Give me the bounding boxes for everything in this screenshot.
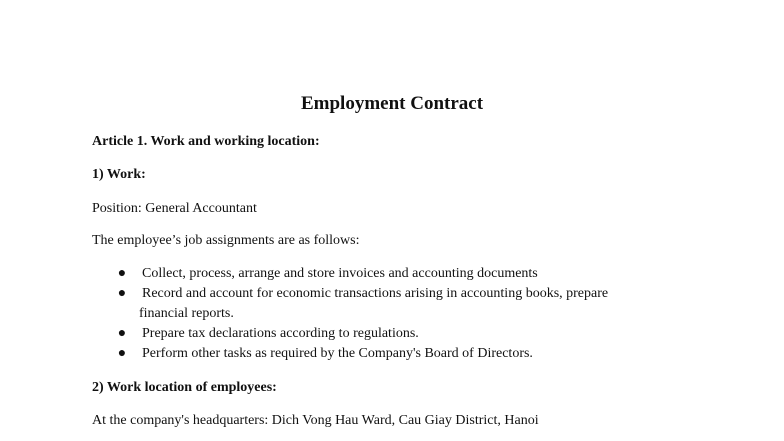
- position-line: Position: General Accountant: [92, 201, 257, 216]
- list-item: [92, 284, 692, 324]
- bullet-icon: ●: [117, 266, 127, 281]
- document-title: Employment Contract: [300, 93, 484, 114]
- bullet-icon: ●: [117, 326, 127, 341]
- assignments-intro: The employee’s job assignments are as follows:: [92, 233, 360, 248]
- article-1-heading: Article 1. Work and working location:: [92, 134, 320, 149]
- job-assignments-list: [92, 264, 692, 364]
- list-item-text: Perform other tasks as required by the Company's Board of Directors.: [142, 346, 533, 361]
- bullet-icon: ●: [117, 346, 127, 361]
- bullet-icon: ●: [117, 286, 127, 301]
- section-location-heading: 2) Work location of employees:: [92, 380, 277, 395]
- list-item-text: Collect, process, arrange and store invoices and accounting documents: [142, 266, 538, 281]
- list-item: [92, 324, 692, 344]
- list-item-continuation: financial reports.: [139, 306, 234, 321]
- list-item: [92, 264, 692, 284]
- list-item-text: Record and account for economic transactions arising in accounting books, prepare: [142, 286, 609, 301]
- list-item: [92, 344, 692, 364]
- section-work-heading: 1) Work:: [92, 167, 146, 182]
- list-item-text: Prepare tax declarations according to regulations.: [142, 326, 419, 341]
- location-line: At the company's headquarters: Dich Vong Hau Ward, Cau Giay District, Hanoi: [92, 413, 539, 428]
